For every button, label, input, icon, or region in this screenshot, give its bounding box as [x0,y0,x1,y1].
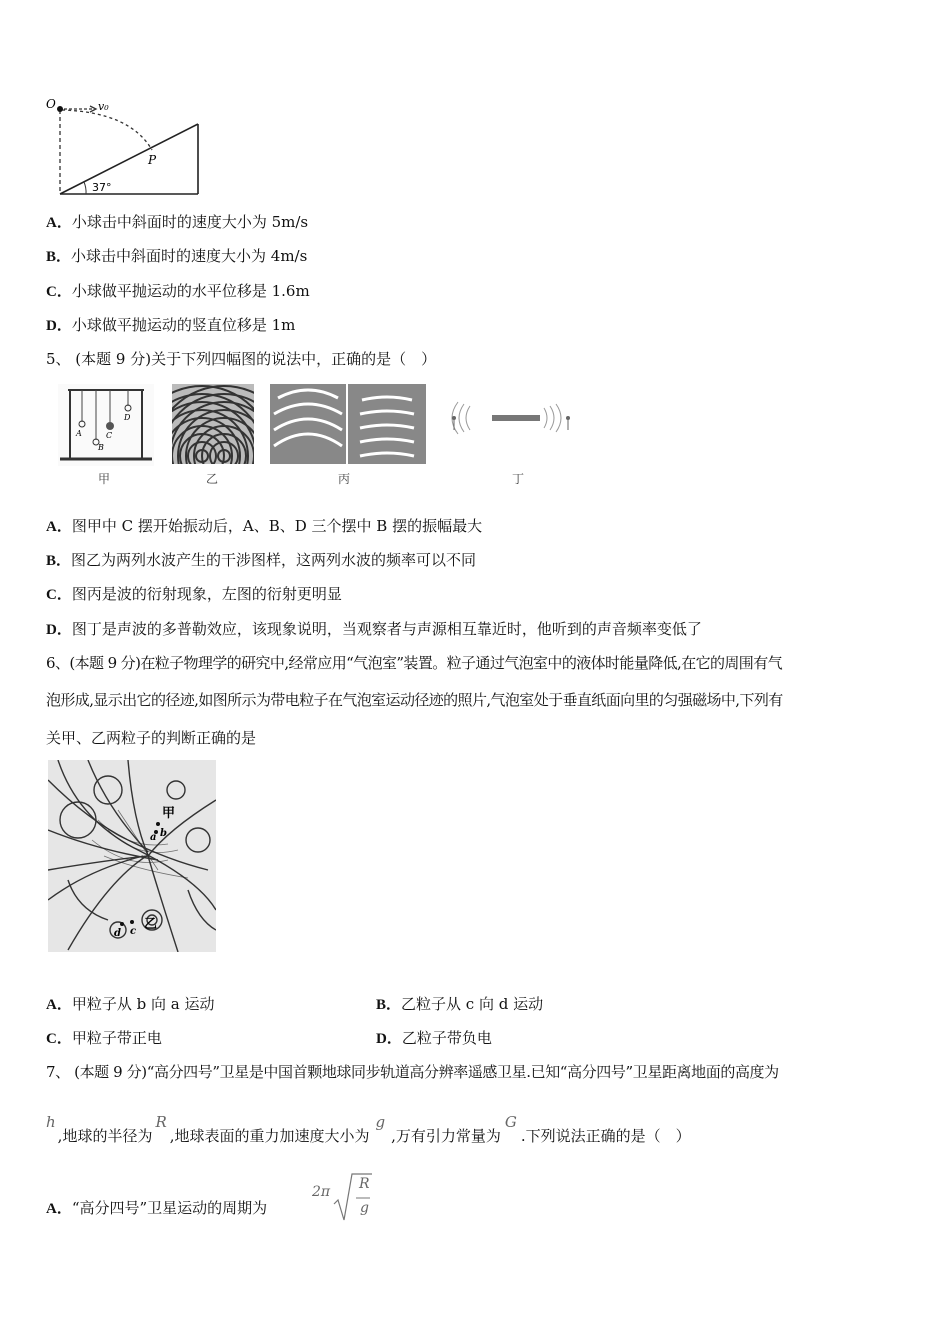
option-text: 图丙是波的衍射现象，左图的衍射更明显 [71,585,342,603]
option-text: 甲粒子带正电 [71,1029,162,1047]
option-letter: B． [46,249,72,265]
symbol-G: G [504,1113,517,1131]
period-formula [312,1170,372,1230]
q6-stem-line1: 6、(本题 9 分)在粒子物理学的研究中,经常应用“气泡室”装置。粒子通过气泡室中的液体时能量降低,在它的周围有气 [46,654,783,672]
caption-bing: 丙 [338,472,351,486]
formula-denominator: g [360,1200,369,1216]
q6-option-b [376,994,543,1015]
label-angle: 37° [92,181,112,194]
label-d: d [114,928,121,939]
option-text: 乙粒子带负电 [401,1029,492,1047]
option-text: 甲粒子从 b 向 a 运动 [71,995,215,1013]
q7-text-1: ,地球的半径为 [57,1127,153,1145]
svg-text:B: B [98,443,104,452]
label-o: O [46,97,56,111]
q6-stem-line3: 关甲、乙两粒子的判断正确的是 [46,729,257,747]
q7-stem-line1: 7、 (本题 9 分)“高分四号”卫星是中国首颗地球同步轨道高分辨率遥感卫星.已知“高分四号”卫星距离地面的高度为 [46,1063,779,1081]
option-letter: A． [46,215,72,231]
q4-option-c [46,281,310,302]
option-text: 小球做平抛运动的竖直位移是 1m [71,316,296,334]
q5-option-c [46,584,342,605]
label-jia: 甲 [162,806,176,821]
symbol-R: R [155,1113,167,1131]
q4-option-a [46,212,308,233]
label-p: P [148,153,157,167]
caption-yi: 乙 [206,472,219,486]
caption-jia: 甲 [98,472,111,486]
option-letter: D． [46,622,72,638]
bubble-chamber-figure [48,760,216,952]
svg-text:D: D [124,413,131,422]
q5-option-b [46,550,476,571]
q7-stem-line2 [46,1113,691,1146]
option-letter: D． [376,1031,402,1047]
q6-option-d [376,1028,492,1049]
symbol-h: h [46,1113,56,1131]
label-b: b [160,828,167,839]
doppler-figure [444,396,588,440]
q6-option-a [46,994,214,1015]
q7-text-4: .下列说法正确的是（ ） [520,1127,691,1145]
pendulum-figure [58,384,154,466]
option-text: 图甲中 C 摆开始振动后，A、B、D 三个摆中 B 摆的振幅最大 [71,517,483,535]
q6-option-c [46,1028,162,1049]
option-text: 小球做平抛运动的水平位移是 1.6m [71,282,310,300]
label-a: a [150,832,157,843]
option-text: 小球击中斜面时的速度大小为 4m/s [71,247,308,265]
option-text: “高分四号”卫星运动的周期为 [71,1199,268,1217]
label-yi: 乙 [144,917,158,932]
q7-option-a [46,1198,267,1219]
q5-option-d [46,619,702,640]
q5-stem: 5、 (本题 9 分)关于下列四幅图的说法中，正确的是（ ） [46,350,437,368]
option-text: 图乙为两列水波产生的干涉图样，这两列水波的频率可以不同 [71,551,477,569]
projectile-incline-figure [40,96,210,200]
svg-text:A: A [76,429,82,438]
option-letter: B． [376,997,402,1013]
diffraction-figure [270,384,426,464]
option-text: 图丁是声波的多普勒效应，该现象说明，当观察者与声源相互靠近时，他听到的声音频率变低了 [71,620,702,638]
q7-text-2: ,地球表面的重力加速度大小为 [169,1127,370,1145]
q4-option-d [46,315,295,336]
formula-coef: 2π [312,1184,331,1200]
option-letter: A． [46,997,72,1013]
q7-text-3: ,万有引力常量为 [391,1127,501,1145]
option-text: 小球击中斜面时的速度大小为 5m/s [71,213,309,231]
option-letter: A． [46,519,72,535]
label-v0: v₀ [98,100,109,113]
q5-option-a [46,516,482,537]
option-letter: D． [46,318,72,334]
caption-ding: 丁 [512,472,525,486]
svg-text:C: C [106,431,113,440]
option-letter: C． [46,1031,72,1047]
option-letter: B． [46,553,72,569]
symbol-g: g [375,1113,386,1131]
label-c: c [130,926,137,937]
interference-figure [172,384,254,464]
formula-numerator: R [359,1176,370,1192]
q4-option-b [46,246,307,267]
option-letter: A． [46,1201,72,1217]
option-letter: C． [46,587,72,603]
q6-stem-line2: 泡形成,显示出它的径迹,如图所示为带电粒子在气泡室运动径迹的照片,气泡室处于垂直纸面向里的匀强磁场中,下列有 [46,691,783,709]
option-text: 乙粒子从 c 向 d 运动 [401,995,544,1013]
option-letter: C． [46,284,72,300]
